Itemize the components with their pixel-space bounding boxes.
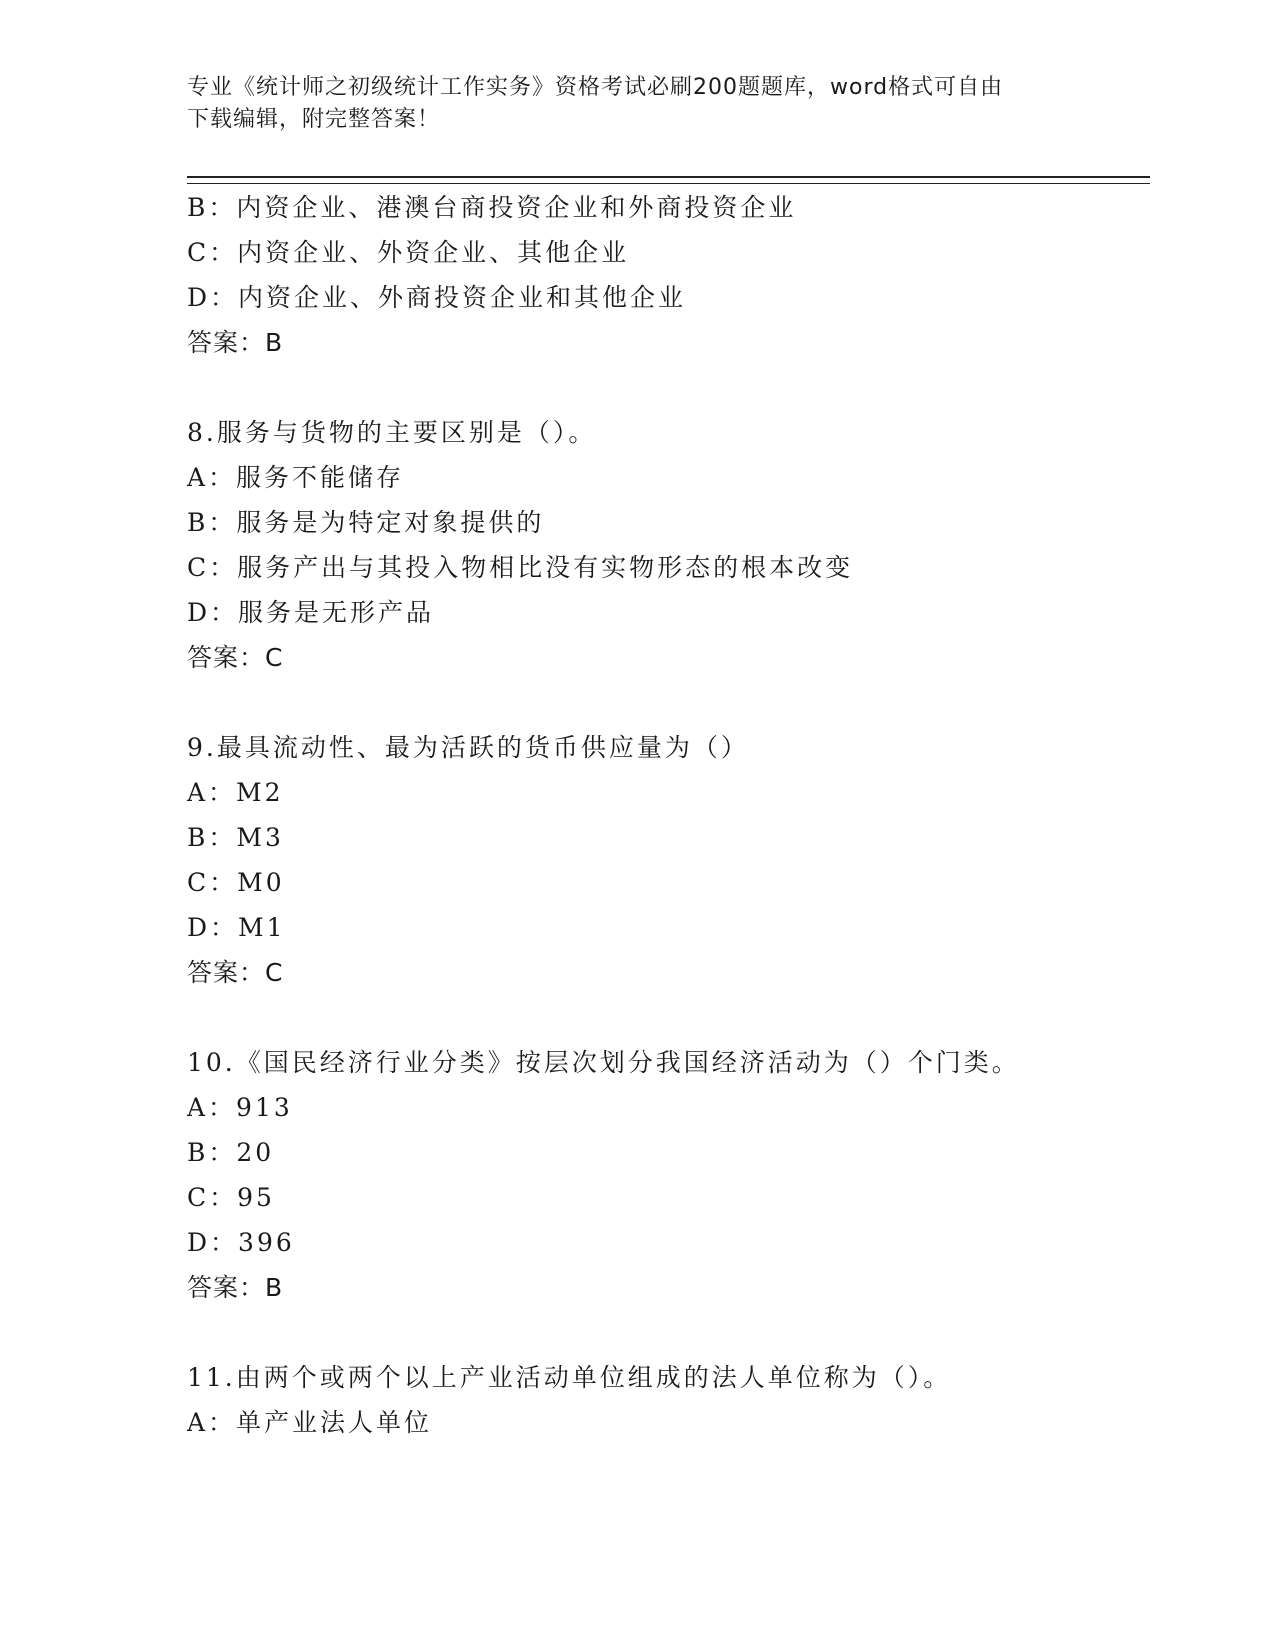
q10-option-a: A：913	[187, 1093, 293, 1122]
q8-option-b: B：服务是为特定对象提供的	[187, 508, 545, 537]
q10-option-d: D：396	[187, 1228, 295, 1257]
q9-stem: 9.最具流动性、最为活跃的货币供应量为（）	[187, 733, 749, 762]
q10-answer: 答案：B	[187, 1273, 284, 1302]
q9-option-c: C：M0	[187, 868, 285, 897]
q11-option-a: A：单产业法人单位	[187, 1408, 433, 1437]
q9-option-d: D：M1	[187, 913, 286, 942]
q9-option-a: A：M2	[187, 778, 284, 807]
q8-option-d: D：服务是无形产品	[187, 598, 435, 627]
q9-answer: 答案：C	[187, 958, 284, 987]
q7-option-c: C：内资企业、外资企业、其他企业	[187, 238, 630, 267]
q7-option-d: D：内资企业、外商投资企业和其他企业	[187, 283, 687, 312]
q7-answer: 答案：B	[187, 328, 284, 357]
q9-option-b: B：M3	[187, 823, 284, 852]
header-title-line-2: 下载编辑，附完整答案！	[187, 107, 441, 132]
q10-option-c: C：95	[187, 1183, 275, 1212]
document-header	[187, 72, 1077, 136]
q8-option-a: A：服务不能储存	[187, 463, 405, 492]
q8-answer: 答案：C	[187, 643, 284, 672]
q8-stem: 8.服务与货物的主要区别是（）。	[187, 418, 597, 447]
header-divider-thick	[187, 176, 1150, 178]
q10-option-b: B：20	[187, 1138, 275, 1167]
q10-stem: 10.《国民经济行业分类》按层次划分我国经济活动为（）个门类。	[187, 1048, 1020, 1077]
q11-stem: 11.由两个或两个以上产业活动单位组成的法人单位称为（）。	[187, 1363, 952, 1392]
header-divider-thin	[187, 183, 1150, 184]
q8-option-c: C：服务产出与其投入物相比没有实物形态的根本改变	[187, 553, 854, 582]
header-title-line-1: 专业《统计师之初级统计工作实务》资格考试必刷200题题库，word格式可自由	[187, 75, 1004, 100]
q7-option-b: B：内资企业、港澳台商投资企业和外商投资企业	[187, 193, 797, 222]
